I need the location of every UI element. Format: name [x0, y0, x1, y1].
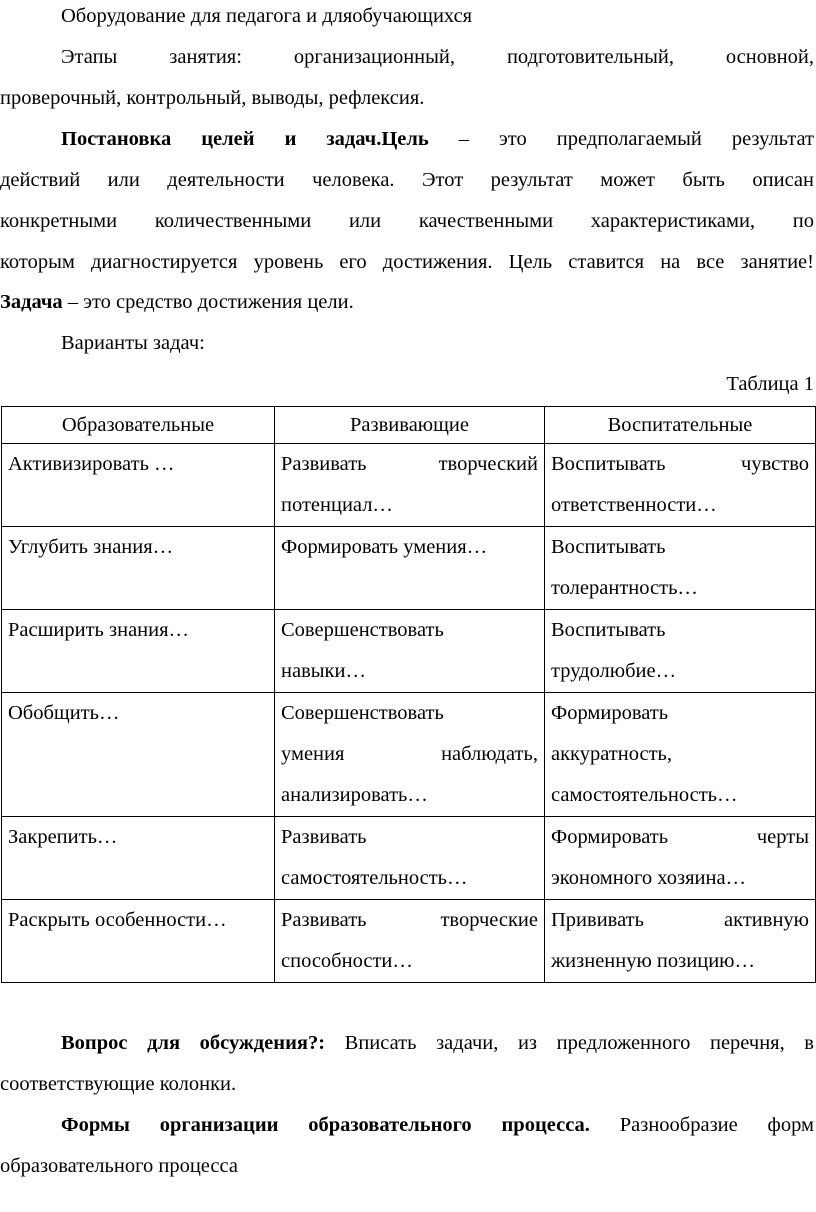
upbringing-cell [545, 527, 816, 610]
header-developmental: Развивающие [275, 407, 545, 444]
educational-cell [2, 444, 275, 527]
cell-text-line: Закрепить… [8, 826, 118, 848]
cell-text-line: Расширить знания… [8, 619, 190, 641]
forms-text: Разнообразие форм [589, 1114, 814, 1136]
cell-text-line: умения наблюдать, [281, 743, 538, 765]
discussion-line-2: соответствующие колонки. [0, 1073, 237, 1095]
tasks-table [1, 406, 816, 983]
task-term: Задача [0, 291, 63, 313]
cell-text-line: самостоятельность… [551, 784, 738, 806]
cell-text-line: экономного хозяина… [551, 867, 747, 889]
developmental-cell [275, 610, 545, 693]
forms-line-2: образовательного процесса [0, 1155, 238, 1177]
goals-paragraph-line-4: которым диагностируется уровень его достижения. Цель ставится на все занятие! [0, 251, 814, 273]
upbringing-cell [545, 693, 816, 817]
educational-cell [2, 610, 275, 693]
task-definition: – это средство достижения цели. [62, 291, 354, 313]
cell-text-line: жизненную позицию… [551, 950, 755, 972]
goal-definition-start: – это предполагаемый результат [428, 128, 814, 150]
cell-text-line: Воспитывать чувство [551, 453, 809, 475]
goals-paragraph-line-2: действий или деятельности человека. Этот результат может быть описан [0, 169, 814, 191]
goals-heading: Постановка целей и задач. [61, 128, 382, 150]
cell-text-line: Формировать [551, 702, 669, 724]
table-row [2, 444, 816, 527]
educational-cell [2, 527, 275, 610]
cell-text-line: Раскрыть особенности… [8, 909, 227, 931]
developmental-cell [275, 817, 545, 900]
cell-text-line: способности… [281, 950, 413, 972]
cell-text-line: Углубить знания… [8, 536, 174, 558]
cell-text-line: потенциал… [281, 494, 393, 516]
educational-cell [2, 817, 275, 900]
equipment-line: Оборудование для педагога и дляобучающихся [61, 5, 473, 27]
cell-text-line: Воспитывать [551, 619, 666, 641]
header-upbringing: Воспитательные [545, 407, 816, 444]
task-definition-line [0, 290, 814, 314]
cell-text-line: Совершенствовать [281, 702, 444, 724]
forms-line-1 [0, 1113, 814, 1137]
goals-paragraph-line-3: конкретными количественными или качественными характеристиками, по [0, 210, 814, 232]
goals-paragraph-line-1 [0, 127, 814, 151]
table-row [2, 900, 816, 983]
cell-text-line: Формировать умения… [281, 536, 488, 558]
upbringing-cell [545, 444, 816, 527]
upbringing-cell [545, 817, 816, 900]
forms-heading: Формы организации образовательного процесса. [61, 1114, 590, 1136]
table-row [2, 817, 816, 900]
cell-text-line: Развивать творческий [281, 453, 538, 475]
cell-text-line: Совершенствовать [281, 619, 444, 641]
cell-text-line: толерантность… [551, 577, 698, 599]
table-caption: Таблица 1 [726, 373, 814, 395]
cell-text-line: Активизировать … [8, 453, 175, 475]
developmental-cell [275, 900, 545, 983]
upbringing-cell [545, 900, 816, 983]
cell-text-line: аккуратность, [551, 743, 673, 765]
table-row [2, 693, 816, 817]
table-body [2, 444, 816, 983]
table-row [2, 527, 816, 610]
educational-cell [2, 693, 275, 817]
table-header-row [2, 407, 816, 444]
cell-text-line: Прививать активную [551, 909, 809, 931]
cell-text-line: Воспитывать [551, 536, 666, 558]
educational-cell [2, 900, 275, 983]
cell-text-line: трудолюбие… [551, 660, 677, 682]
cell-text-line: анализировать… [281, 784, 428, 806]
developmental-cell [275, 693, 545, 817]
header-educational: Образовательные [2, 407, 275, 444]
developmental-cell [275, 444, 545, 527]
developmental-cell [275, 527, 545, 610]
table-row [2, 610, 816, 693]
upbringing-cell [545, 610, 816, 693]
discussion-line-1 [0, 1031, 814, 1055]
task-variants-label: Варианты задач: [61, 332, 205, 354]
cell-text-line: Формировать черты [551, 826, 809, 848]
cell-text-line: Обобщить… [8, 702, 120, 724]
cell-text-line: самостоятельность… [281, 867, 468, 889]
cell-text-line: навыки… [281, 660, 366, 682]
goal-term: Цель [381, 128, 429, 150]
cell-text-line: Развивать [281, 826, 367, 848]
stages-line-2: проверочный, контрольный, выводы, рефлексия. [0, 87, 425, 109]
cell-text-line: ответственности… [551, 494, 717, 516]
stages-line-1: Этапы занятия: организационный, подготовительный, основной, [61, 46, 814, 68]
cell-text-line: Развивать творческие [281, 909, 538, 931]
discussion-text: Вписать задачи, из предложенного перечня, в [325, 1032, 814, 1054]
discussion-heading: Вопрос для обсуждения?: [61, 1032, 326, 1054]
